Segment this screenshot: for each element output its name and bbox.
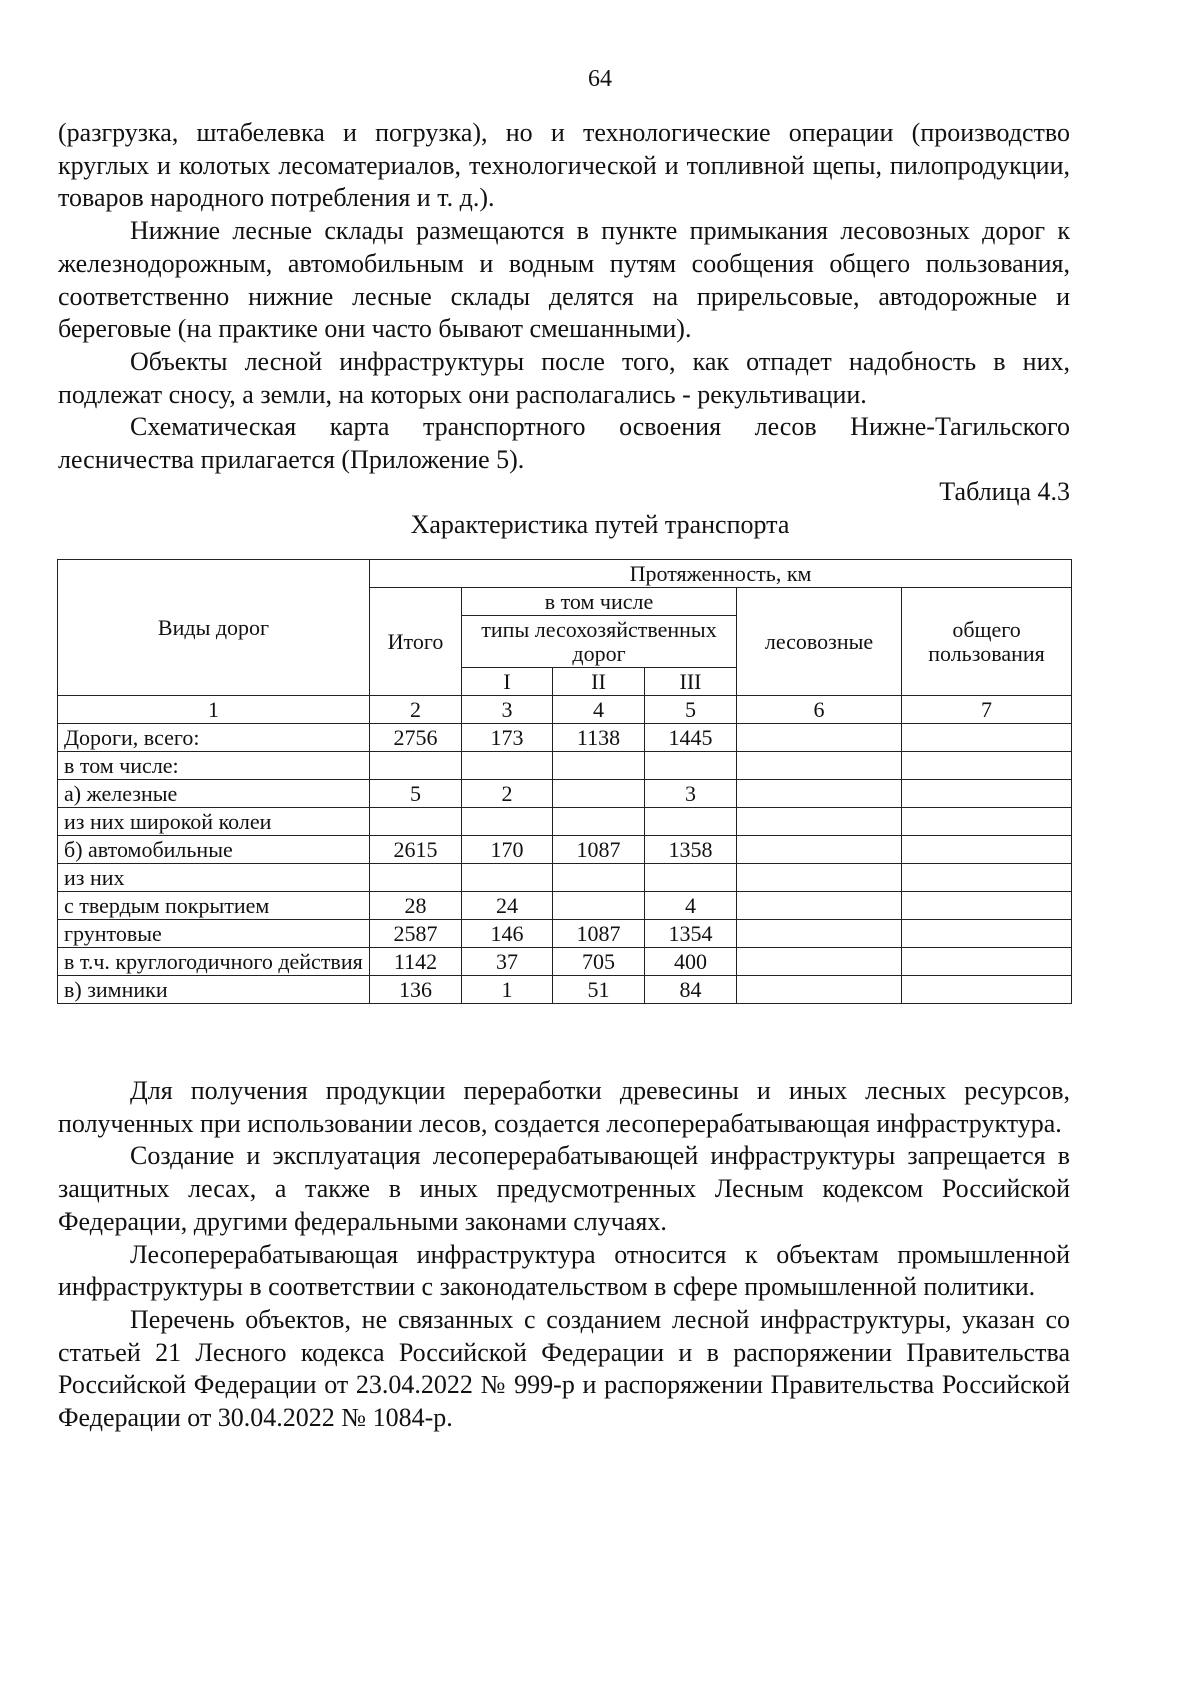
table-cell <box>553 780 645 808</box>
table-cell: 28 <box>370 892 462 920</box>
table-cell <box>902 948 1072 976</box>
table-cell: 173 <box>462 724 553 752</box>
table-cell: 24 <box>462 892 553 920</box>
table-cell <box>370 752 462 780</box>
paragraph: Для получения продукции переработки древесины и иных лесных ресурсов, полученных при использовании лесов, создается лесоперерабатывающая инфраструктура. <box>58 1076 1070 1138</box>
header-public-roads: общего пользования <box>902 588 1072 696</box>
table-cell: 1358 <box>645 836 737 864</box>
row-label: из них широкой колеи <box>58 808 370 836</box>
table-cell: 51 <box>553 976 645 1004</box>
table-cell <box>737 948 902 976</box>
header-timber-roads: лесовозные <box>737 588 902 696</box>
header-road-types: Виды дорог <box>58 560 370 696</box>
table-cell: 5 <box>370 780 462 808</box>
table-cell: 400 <box>645 948 737 976</box>
table-row <box>58 976 1072 1004</box>
table-cell: 4 <box>645 892 737 920</box>
table-cell: 37 <box>462 948 553 976</box>
header-total: Итого <box>370 588 462 696</box>
header-type-iii: III <box>645 668 737 696</box>
table-cell: 705 <box>553 948 645 976</box>
row-label: грунтовые <box>58 920 370 948</box>
paragraph: Нижние лесные склады размещаются в пункте примыкания лесовозных дорог к железнодорожным, автомобильным и водным путям сообщения общего пользования, соответственно нижние лесные склады делятся на прирельсовые, автодорожные и береговые (на практике они часто бывают смешанными). <box>58 216 1070 344</box>
table-row <box>58 948 1072 976</box>
table-cell <box>645 808 737 836</box>
transport-routes-table <box>57 559 1072 1004</box>
table-cell <box>370 808 462 836</box>
table-cell: 2756 <box>370 724 462 752</box>
table-row <box>58 920 1072 948</box>
table-row <box>58 724 1072 752</box>
table-cell <box>553 864 645 892</box>
row-label: в т.ч. круглогодичного действия <box>58 948 370 976</box>
table-row <box>58 780 1072 808</box>
table-cell <box>462 808 553 836</box>
column-number: 3 <box>462 696 553 724</box>
table-row <box>58 864 1072 892</box>
column-number: 7 <box>902 696 1072 724</box>
row-label: б) автомобильные <box>58 836 370 864</box>
table-cell <box>737 808 902 836</box>
table-cell <box>737 976 902 1004</box>
table-cell <box>737 780 902 808</box>
column-number: 4 <box>553 696 645 724</box>
header-type-i: I <box>462 668 553 696</box>
table-cell: 136 <box>370 976 462 1004</box>
table-cell <box>737 892 902 920</box>
table-cell: 2 <box>462 780 553 808</box>
table-body <box>58 724 1072 1004</box>
table-cell <box>902 892 1072 920</box>
row-label: в том числе: <box>58 752 370 780</box>
row-label: из них <box>58 864 370 892</box>
table-cell <box>737 920 902 948</box>
table-cell: 1142 <box>370 948 462 976</box>
table-cell <box>553 808 645 836</box>
column-number: 2 <box>370 696 462 724</box>
table-cell <box>902 976 1072 1004</box>
table-cell: 1087 <box>553 836 645 864</box>
paragraph: Создание и эксплуатация лесоперерабатывающей инфраструктуры запрещается в защитных лесах, а также в иных предусмотренных Лесным кодексом Российской Федерации, другими федеральными законами случаях. <box>58 1141 1070 1236</box>
table-cell: 2587 <box>370 920 462 948</box>
table-cell <box>553 752 645 780</box>
table-cell: 1138 <box>553 724 645 752</box>
paragraph: Объекты лесной инфраструктуры после того, как отпадет надобность в них, подлежат сносу, а земли, на которых они располагались - рекультивации. <box>58 346 1070 409</box>
table-cell <box>902 808 1072 836</box>
table-cell <box>902 864 1072 892</box>
table-cell <box>370 864 462 892</box>
table-cell <box>902 920 1072 948</box>
table-cell <box>902 780 1072 808</box>
table-cell <box>462 864 553 892</box>
table-row <box>58 752 1072 780</box>
table-cell: 1 <box>462 976 553 1004</box>
column-number: 1 <box>58 696 370 724</box>
paragraph: Лесоперерабатывающая инфраструктура относится к объектам промышленной инфраструктуры в соответствии с законодательством в сфере промышленной политики. <box>58 1239 1070 1302</box>
column-numbers-row <box>58 696 1072 724</box>
table-cell: 1087 <box>553 920 645 948</box>
header-length: Протяженность, км <box>370 560 1072 588</box>
table-cell: 1445 <box>645 724 737 752</box>
table-cell: 84 <box>645 976 737 1004</box>
header-including: в том числе <box>462 588 737 616</box>
row-label: с твердым покрытием <box>58 892 370 920</box>
table-cell <box>645 864 737 892</box>
header-forestry-types: типы лесохозяйственных дорог <box>462 616 737 668</box>
header-type-ii: II <box>553 668 645 696</box>
table-cell <box>737 752 902 780</box>
row-label: в) зимники <box>58 976 370 1004</box>
table-row <box>58 892 1072 920</box>
table-cell: 146 <box>462 920 553 948</box>
table-row <box>58 808 1072 836</box>
column-number: 6 <box>737 696 902 724</box>
paragraph: (разгрузка, штабелевка и погрузка), но и технологические операции (производство круглых и колотых лесоматериалов, технологической и топливной щепы, пилопродукции, товаров народного потребления и т. д.). <box>58 118 1070 213</box>
table-cell: 1354 <box>645 920 737 948</box>
table-cell <box>902 752 1072 780</box>
table-cell <box>553 892 645 920</box>
paragraph: Схематическая карта транспортного освоения лесов Нижне-Тагильского лесничества прилагается (Приложение 5). <box>58 412 1070 475</box>
table-cell <box>737 836 902 864</box>
paragraph: Перечень объектов, не связанных с созданием лесной инфраструктуры, указан со статьей 21 Лесного кодекса Российской Федерации и в распоряжении Правительства Российской Федерации от 23.04.2022 № 999-р и распоряжении Правительства Российской Федерации от 30.04.2022 № 1084-р. <box>58 1304 1070 1433</box>
page-number: 64 <box>588 66 612 92</box>
table-cell <box>737 864 902 892</box>
table-cell <box>902 836 1072 864</box>
bottom-text-block <box>58 1075 1070 1435</box>
table-number-label: Таблица 4.3 <box>939 477 1070 506</box>
table-cell: 3 <box>645 780 737 808</box>
column-number: 5 <box>645 696 737 724</box>
table-row <box>58 836 1072 864</box>
row-label: Дороги, всего: <box>58 724 370 752</box>
table-cell <box>645 752 737 780</box>
table-cell <box>737 724 902 752</box>
row-label: а) железные <box>58 780 370 808</box>
top-text-block <box>58 117 1070 477</box>
table-cell: 170 <box>462 836 553 864</box>
table-title: Характеристика путей транспорта <box>410 510 790 539</box>
table-cell <box>462 752 553 780</box>
table-cell: 2615 <box>370 836 462 864</box>
table-cell <box>902 724 1072 752</box>
